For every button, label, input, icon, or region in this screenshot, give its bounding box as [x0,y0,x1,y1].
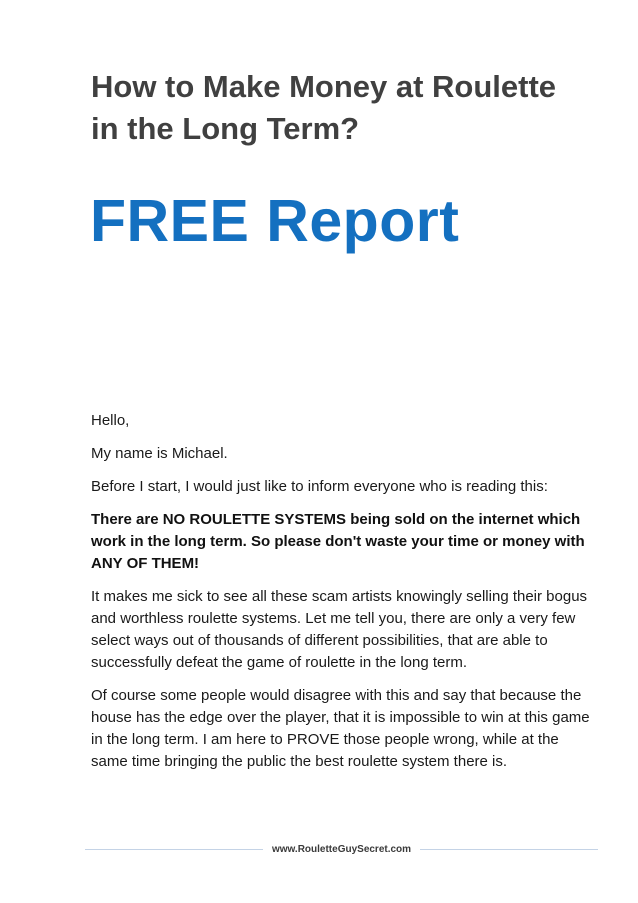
introduction-paragraph: My name is Michael. [91,445,228,462]
footer-right-rule [420,849,598,850]
report-heading: FREE Report [90,188,460,254]
document-body [91,410,596,784]
argument-paragraph: Of course some people would disagree with this and say that because the house has the edge over the player, that it is impossible to win at this game in the long term. I am here to PROVE those people wrong, while at the same time bringing the public the best roulette system there is. [91,687,590,770]
greeting-paragraph: Hello, [91,412,130,429]
warning-paragraph: There are NO ROULETTE SYSTEMS being sold on the internet which work in the long term. So please don't waste your time or money with ANY OF THEM! [91,511,585,572]
preface-paragraph: Before I start, I would just like to inform everyone who is reading this: [91,478,548,495]
footer-url: www.RouletteGuySecret.com [271,843,412,855]
scam-paragraph: It makes me sick to see all these scam artists knowingly selling their bogus and worthless roulette systems. Let me tell you, there are only a very few select ways out of thousands of different possibilities, that are able to successfully defeat the game of roulette in the long term. [91,588,588,671]
page-footer [85,838,598,860]
footer-left-rule [85,849,263,850]
document-title: How to Make Money at Roulette in the Long Term? [91,69,557,146]
